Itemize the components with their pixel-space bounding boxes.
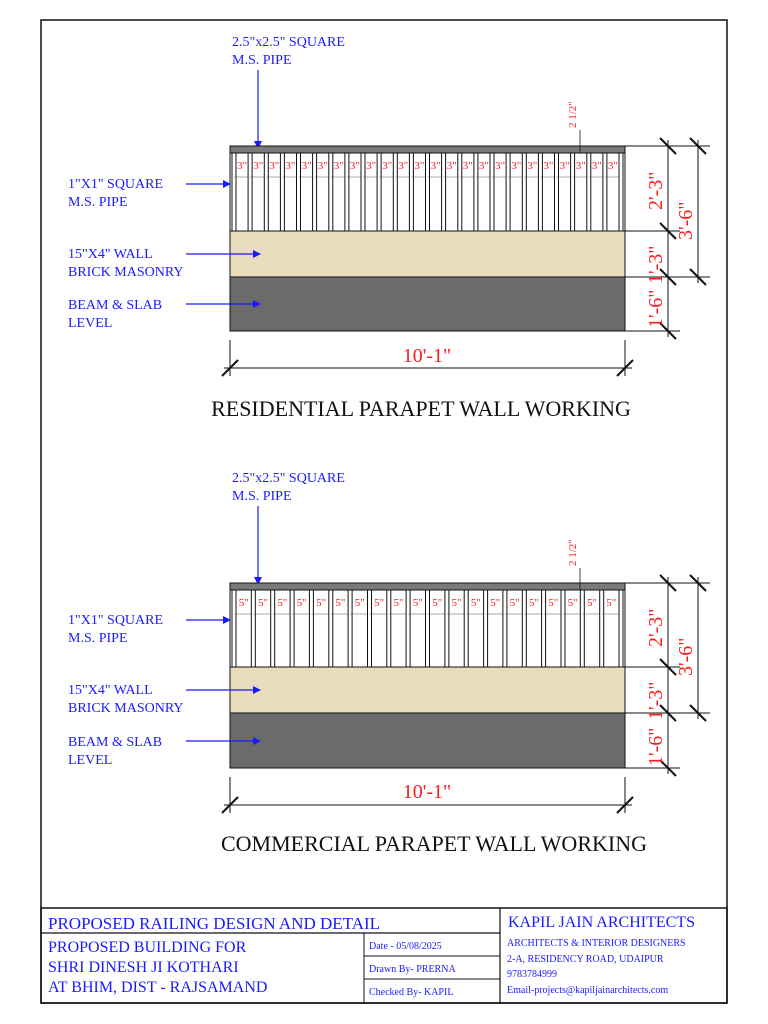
baluster-spacing-label: 5" <box>548 597 559 609</box>
baluster-pipe <box>248 153 252 231</box>
com-dim-wall: 1'-3" <box>645 681 667 720</box>
baluster-pipe <box>290 590 294 667</box>
res-beam-label-1: BEAM & SLAB <box>68 298 163 313</box>
baluster-pipe <box>393 153 397 231</box>
baluster-pipe <box>361 153 365 231</box>
res-pipe-size-dim: 2 1/2" <box>567 101 579 128</box>
com-dim-slab: 1'-6" <box>645 727 667 766</box>
res-slab <box>230 277 625 331</box>
res-top-pipe-label-1: 2.5"x2.5" SQUARE <box>232 35 345 50</box>
baluster-spacing-label: 3" <box>253 160 264 172</box>
baluster-pipe <box>442 153 446 231</box>
baluster-spacing-label: 3" <box>430 160 441 172</box>
baluster-pipe <box>313 153 317 231</box>
res-dim-rail: 2'-3" <box>645 171 667 210</box>
com-brick-wall <box>230 667 625 713</box>
baluster-spacing-label: 3" <box>575 160 586 172</box>
res-wall-label-2: BRICK MASONRY <box>68 265 184 280</box>
baluster-spacing-label: 3" <box>527 160 538 172</box>
firm-tagline: ARCHITECTS & INTERIOR DESIGNERS <box>507 938 686 949</box>
baluster-spacing-label: 3" <box>462 160 473 172</box>
baluster-spacing-label: 5" <box>412 597 423 609</box>
baluster-spacing-label: 5" <box>432 597 443 609</box>
baluster-spacing-label: 3" <box>237 160 248 172</box>
com-dim-length: 10'-1" <box>402 781 452 803</box>
baluster-pipe <box>587 153 591 231</box>
res-dim-length: 10'-1" <box>402 345 452 367</box>
baluster-pipe <box>368 590 372 667</box>
firm-address: 2-A, RESIDENCY ROAD, UDAIPUR <box>507 954 664 965</box>
baluster-spacing-label: 5" <box>354 597 365 609</box>
baluster-spacing-label: 3" <box>414 160 425 172</box>
project-line-2: SHRI DINESH JI KOTHARI <box>48 959 239 976</box>
baluster-spacing-label: 5" <box>335 597 346 609</box>
baluster-spacing-label: 3" <box>559 160 570 172</box>
com-wall-label-1: 15"X4" WALL <box>68 683 153 698</box>
baluster-pipe <box>464 590 468 667</box>
baluster-spacing-label: 5" <box>509 597 520 609</box>
baluster-spacing-label: 3" <box>317 160 328 172</box>
baluster-pipe <box>264 153 268 231</box>
baluster-pipe <box>555 153 559 231</box>
baluster-pipe <box>251 590 255 667</box>
com-wall-label-2: BRICK MASONRY <box>68 701 184 716</box>
com-beam-label-1: BEAM & SLAB <box>68 735 163 750</box>
baluster-pipe <box>426 590 430 667</box>
baluster-spacing-label: 3" <box>382 160 393 172</box>
baluster-pipe <box>619 153 623 231</box>
baluster-pipe <box>522 590 526 667</box>
baluster-spacing-label: 3" <box>591 160 602 172</box>
baluster-spacing-label: 3" <box>366 160 377 172</box>
com-small-pipe-label-2: M.S. PIPE <box>68 631 128 646</box>
baluster-spacing-label: 3" <box>543 160 554 172</box>
baluster-spacing-label: 5" <box>296 597 307 609</box>
baluster-spacing-label: 5" <box>258 597 268 609</box>
baluster-spacing-label: 3" <box>285 160 296 172</box>
baluster-pipe <box>542 590 546 667</box>
res-top-pipe <box>230 146 625 153</box>
commercial-parapet-detail <box>68 471 710 856</box>
baluster-pipe <box>345 153 349 231</box>
res-wall-label-1: 15"X4" WALL <box>68 247 153 262</box>
baluster-spacing-label: 5" <box>606 597 617 609</box>
baluster-pipe <box>571 153 575 231</box>
com-dim-total: 3'-6" <box>675 637 697 676</box>
project-line-1: PROPOSED BUILDING FOR <box>48 939 247 956</box>
baluster-spacing-label: 3" <box>446 160 457 172</box>
baluster-pipe <box>280 153 284 231</box>
baluster-pipe <box>490 153 494 231</box>
baluster-pipe <box>426 153 430 231</box>
baluster-spacing-label: 3" <box>333 160 344 172</box>
baluster-pipe <box>506 153 510 231</box>
baluster-pipe <box>445 590 449 667</box>
baluster-spacing-label: 3" <box>478 160 489 172</box>
baluster-pipe <box>309 590 313 667</box>
checked-by-field: Checked By- KAPIL <box>369 987 454 998</box>
baluster-pipe <box>387 590 391 667</box>
baluster-spacing-label: 5" <box>451 597 462 609</box>
baluster-spacing-label: 5" <box>277 597 288 609</box>
com-top-pipe-label-2: M.S. PIPE <box>232 489 292 504</box>
com-slab <box>230 713 625 768</box>
com-pipe-size-dim: 2 1/2" <box>567 539 579 566</box>
baluster-spacing-label: 3" <box>495 160 506 172</box>
baluster-pipe <box>232 590 236 667</box>
baluster-pipe <box>561 590 565 667</box>
firm-email: Email-projects@kapiljainarchitects.com <box>507 985 669 996</box>
com-vertical-dimensions <box>625 575 710 776</box>
baluster-pipe <box>409 153 413 231</box>
res-dim-slab: 1'-6" <box>645 289 667 328</box>
baluster-pipe <box>522 153 526 231</box>
baluster-pipe <box>329 590 333 667</box>
res-small-pipe-label-2: M.S. PIPE <box>68 195 128 210</box>
baluster-pipe <box>232 153 236 231</box>
baluster-spacing-label: 3" <box>511 160 522 172</box>
baluster-spacing-label: 5" <box>393 597 404 609</box>
baluster-pipe <box>538 153 542 231</box>
baluster-spacing-label: 3" <box>269 160 280 172</box>
res-small-pipe-label-1: 1"X1" SQUARE <box>68 177 164 192</box>
date-field: Date - 05/08/2025 <box>369 941 442 952</box>
com-top-pipe-label-1: 2.5"x2.5" SQUARE <box>232 471 345 486</box>
com-beam-label-2: LEVEL <box>68 753 113 768</box>
baluster-pipe <box>474 153 478 231</box>
firm-name: KAPIL JAIN ARCHITECTS <box>508 914 695 931</box>
baluster-spacing-label: 5" <box>567 597 578 609</box>
baluster-pipe <box>580 590 584 667</box>
res-beam-label-2: LEVEL <box>68 316 113 331</box>
baluster-pipe <box>600 590 604 667</box>
baluster-spacing-label: 5" <box>470 597 481 609</box>
baluster-pipe <box>406 590 410 667</box>
baluster-pipe <box>458 153 462 231</box>
baluster-spacing-label: 5" <box>528 597 539 609</box>
baluster-pipe <box>329 153 333 231</box>
res-dim-total: 3'-6" <box>675 201 697 240</box>
baluster-pipe <box>348 590 352 667</box>
com-small-pipe-label-1: 1"X1" SQUARE <box>68 613 164 628</box>
com-top-pipe <box>230 583 625 590</box>
res-dim-wall: 1'-3" <box>645 245 667 284</box>
title-block-heading: PROPOSED RAILING DESIGN AND DETAIL <box>48 914 381 933</box>
res-vertical-dimensions <box>625 138 710 339</box>
baluster-pipe <box>603 153 607 231</box>
baluster-spacing-label: 3" <box>349 160 360 172</box>
firm-phone: 9783784999 <box>507 969 557 980</box>
baluster-spacing-label: 5" <box>490 597 501 609</box>
com-title: COMMERCIAL PARAPET WALL WORKING <box>221 831 647 856</box>
baluster-spacing-label: 5" <box>238 597 249 609</box>
baluster-spacing-label: 3" <box>607 160 618 172</box>
com-balusters <box>232 590 623 667</box>
baluster-pipe <box>484 590 488 667</box>
baluster-pipe <box>619 590 623 667</box>
baluster-spacing-label: 5" <box>587 597 597 609</box>
baluster-pipe <box>271 590 275 667</box>
res-brick-wall <box>230 231 625 277</box>
res-top-pipe-label-2: M.S. PIPE <box>232 53 292 68</box>
com-dim-rail: 2'-3" <box>645 608 667 647</box>
res-title: RESIDENTIAL PARAPET WALL WORKING <box>211 396 631 421</box>
baluster-pipe <box>377 153 381 231</box>
drawn-by-field: Drawn By- PRERNA <box>369 964 456 975</box>
baluster-spacing-label: 3" <box>301 160 312 172</box>
title-block <box>41 908 727 1003</box>
baluster-spacing-label: 5" <box>316 597 327 609</box>
baluster-pipe <box>297 153 301 231</box>
baluster-spacing-label: 5" <box>374 597 385 609</box>
project-line-3: AT BHIM, DIST - RAJSAMAND <box>48 979 268 996</box>
baluster-pipe <box>503 590 507 667</box>
baluster-spacing-label: 3" <box>398 160 409 172</box>
residential-parapet-detail <box>68 35 710 421</box>
